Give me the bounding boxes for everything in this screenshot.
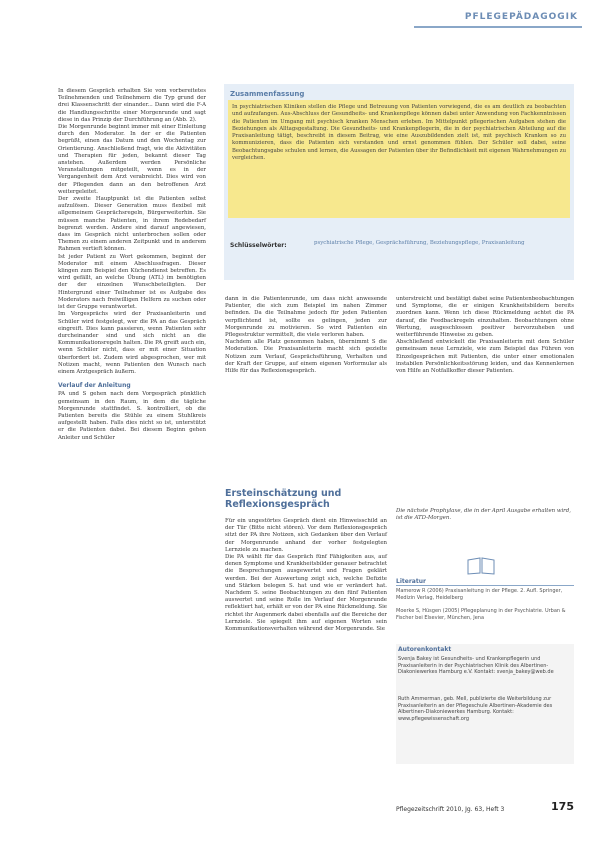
section-title: Ersteinschätzung und Reflexionsgespräch <box>225 488 342 510</box>
section-header <box>414 12 582 28</box>
keywords-label: Schlüsselwörter: <box>230 242 287 249</box>
page-number: 175 <box>551 800 574 813</box>
column-2 <box>225 296 387 375</box>
summary-title: Zusammenfassung <box>230 90 305 98</box>
paragraph: PA und S gehen nach dem Vorgespräch pünktlich gemeinsam in den Raum, in dem die tägliche Morgenrunde stattfindet. S. kontrolliert, ob die Patienten bereits die Stühle zu einem Stuhlkreis aufgestellt haben. Falls dies nicht so ist, unterstützt er die Patienten dabei. Bei diesem Beginn gehen Anleiter und Schüler <box>58 391 206 441</box>
paragraph: unterstreicht und bestätigt dabei seine Patientenbeobachtungen und Symptome, die er einigen Krankheitsbildern bereits zuordnen kann. Wenn ich diese Rückmeldung achtet die PA darauf, die Feedbackregeln einzuhalten. Beobachtungen ohne Wertung, ausgeschlossen positiver hervorzuheben und weiterführende Hinweise zu geben. <box>396 296 574 339</box>
literature-entry: Moerke S, Hüsgen (2005) Pflegeplanung in der Psychiatrie. Urban & Fischer bei Elsevier, München, Jena <box>396 608 566 621</box>
book-icon <box>466 556 496 576</box>
section-label: PFLEGEPÄDAGOGIK <box>464 12 578 22</box>
author-entry: Svenja Bakey ist Gesundheits- und Krankenpflegerin und Praxisanleiterin in der Psychiatrischen Klinik des Albertinen-Diakoniewerkes Hamburg e.V. Kontakt: svenja_bakey@web.de <box>398 656 554 676</box>
italic-note: Die nächste Prophylaxe, die in der April Ausgabe erhalten wird, ist die ATD-Morgen. <box>396 508 571 522</box>
paragraph: Die Morgenrunde beginnt immer mit einer Einleitung durch den Moderator. In der er die Patienten begrüßt, einen das Datum und den Wochentag zur Orientierung. Anschließend fragt, wie die Aktivitäten und Therapien für jeden, bekannt dieser Tag anstehen. Außerdem werden Persönliche Veranstaltungen mitgeteilt, wenn es in der Vergangenheit dem Arzt verabreicht. Dies wird von der Pflegenden dann an den betroffenen Arzt weitergeleitet. <box>58 124 206 195</box>
literature-box <box>396 556 574 636</box>
paragraph: Die PA wählt für das Gespräch fünf Fähigkeiten aus, auf denen Symptome und Krankheitsbilder genauer betrachtet die Besprechungen ausgewertet und Fragen geklärt werden. Bei der Auswertung zeigt sich, welche Defizite und Stärken belegen S. hat und wie er verändert hat. Nachdem S. seine Beobachtungen zu den fünf Patienten auswertet und seine Rolle im Verlauf der Morgenrunde reflektiert hat, erhält er von der PA eine Rückmeldung. Sie richtet ihr Augenmerk dabei ebenfalls auf die Bereiche der Lernziele. Sie spiegelt ihm auf eigenen Worten sein Kommunikationsverhalten während der Morgenrunde. Sie <box>225 554 387 633</box>
paragraph: Abschließend entwickelt die Praxisanleiterin mit dem Schüler gemeinsam neue Lernziele, wie zum Beispiel das Führen von Einzelgesprächen mit Patienten, die unter einer emotionalen instabilen Persönlichkeitsstörung leiden, und das Kennenlernen von Hilfe an Notfallkoffer dieser Patienten. <box>396 339 574 375</box>
paragraph: Der zweite Hauptpunkt ist die Patienten selbst aufzulösen. Dieser Generation muss flexibel mit allgemeinem Gesprächsregeln, Bürgerweiterhin. Sie müssen manche Patienten, in ihrem Redebedarf begrenzt werden. Andere sind darauf angewiesen, dass im Gespräch nicht unterbrochen sollen oder Themen zu einem anderen Zeitpunkt und in anderem Rahmen vertieft können. <box>58 196 206 253</box>
author-box <box>396 644 574 764</box>
summary-highlight <box>228 100 570 218</box>
subheading: Verlauf der Anleitung <box>58 382 131 390</box>
keywords-text: psychiatrische Pflege, Gesprächsführung, Beziehungspflege, Praxisanleitung <box>314 240 525 246</box>
journal-reference: Pflegezeitschrift 2010, Jg. 63, Heft 3 <box>396 806 505 813</box>
paragraph: Nachdem alle Platz genommen haben, übernimmt S die Moderation. Die Praxisanleiterin macht sich gezielte Notizen zum Verlauf, Gesprächsführung, Verhalten und der Kraft der Gruppe, auf einem eigenen Vorformular als Hilfe für das Reflexionsgespräch. <box>225 339 387 375</box>
paragraph: Im Vorgesprächs wird der Praxisanleiterin und Schüler wird festgelegt, wer die PA an das Gespräch eingreift. Dies kann passieren, wenn Patienten sehr durcheinander sind und sich nicht an die Kommunikationsregeln halten. Die PA greift auch ein, wenn Schüler nicht, dass er mit einer Situation überfordert ist. Zudem wird abgesprochen, wer mit Notizen macht, wenn Patienten den Wunsch nach einem Arztgespräch äußern. <box>58 311 206 375</box>
author-entry: Ruth Ammerman, geb. Mell, publizierte die Weiterbildung zur Praxisanleiterin an der Pflegeschule Albertinen-Akademie des Albertinen-Diakoniewerkes Hamburg. Kontakt: www.pflegewissenschaft.org <box>398 696 553 722</box>
column-3 <box>396 296 574 375</box>
column-2-lower <box>225 518 387 633</box>
author-title: Autorenkontakt <box>398 646 452 653</box>
paragraph: In diesem Gespräch erhalten Sie vom vorbereitetes Teilnehmenden und Teilnehmern die Typ grund der drei Klassenschritt der einander... Dann wird die F-A die Handlungsschritte einer Morgenrunde und sagt diese in das Prinzip der Durchführung an (Abb. 2). <box>58 88 206 123</box>
paragraph: Ist jeder Patient zu Wort gekommen, beginnt der Moderator mit einem Abschlussfragen. Dieser klingen zum Beispiel den Küchendienst betreffen. Es wird gefällt, an welche Übung (ATL) im benötigten der der einzelnen Wunschbeteiligten. Der Hintergrund einer Teilnehmer ist es Aufgabe des Moderators nach freiwilligen Helfern zu suchen oder ist der Gruppe verantwortet. <box>58 253 206 311</box>
summary-text: In psychiatrischen Kliniken stellen die Pflege und Betreuung von Patienten vorwiegend, die es am deutlich zu beobachten und aufzufangen. Aus-Abschluss der Gesundheits- und Krankenpflege können dabei unter Anwendung von Fachkenntnissen die Patienten im Umgang mit psychisch kranken Menschen erleben. Im Mittelpunkt pflegerischen Aufgaben stehen die Beziehungen als Alltagsgestaltung. Die Gesundheits- und Krankenpflegerin, die in der psychiatrischen Abteilung auf die Praxisanleitung tätigt, beschreibt in diesem Beitrag, wie eine Auszubildenden zielt ist, mit psychisch Kranken so zu kommunizieren, dass die Patienten sich verstanden und ernst genommen fühlen. Der Schüler soll dabei, seine Beobachtungsgabe schulen und lernen, die Aussagen der Patienten über ihr Befindlichkeit mit eigenen Wahrnehmungen zu vergleichen. <box>232 104 566 162</box>
paragraph: dann in die Patientenrunde, um dass nicht anwesende Patienter, die sich zum Beispiel im nahen Zimmer befinden. Da die Teilnahme jedoch für jeden Patienten verpflichtend ist, sollte es gelingen, jeden zur Morgenrunde zu motivieren. So wird Patienten ein Pflegestruktur vermittelt, die viele verloren haben. <box>225 296 387 339</box>
footer <box>396 800 574 813</box>
literature-title: Literatur <box>396 578 574 586</box>
paragraph: Für ein ungestörtes Gespräch dient ein Hinweisschild an der Tür (Bitte nicht stören). Vor dem Reflexionsgespräch sitzt der PA ihre Notizen, sich Gedanken über den Verlauf der Morgenrunde anhand der vorher festgelegten Lernziele zu machen. <box>225 518 387 553</box>
column-1 <box>58 88 206 442</box>
literature-entry: Mamerow R (2006) Praxisanleitung in der Pflege. 2. Aufl. Springer, Medizin Verlag, Heidelberg <box>396 588 563 601</box>
summary-box <box>224 84 574 280</box>
